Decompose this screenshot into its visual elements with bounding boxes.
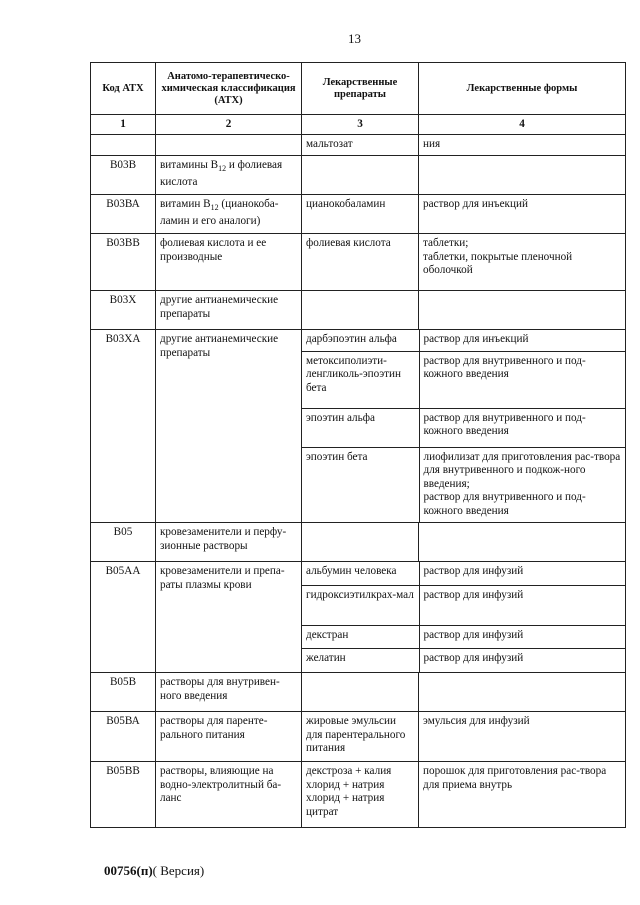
row-form: раствор для инъекций: [419, 330, 626, 351]
row-code: В05ВА: [91, 712, 156, 762]
row-form: [419, 156, 626, 195]
row-code: В05: [91, 523, 156, 562]
row-form: раствор для инфузий: [419, 625, 626, 648]
row-form: эмульсия для инфузий: [419, 712, 626, 762]
table-row: [91, 156, 626, 195]
row-form: ния: [419, 135, 626, 156]
header-code: Код АТХ: [91, 63, 156, 115]
sub-row: [302, 408, 626, 447]
table-row: [91, 195, 626, 234]
table-row: [91, 291, 626, 330]
row-code: В03ХА: [91, 330, 156, 523]
row-code: В03ВВ: [91, 234, 156, 291]
name-text: витамины В: [160, 159, 219, 171]
sub-row: [302, 351, 626, 408]
row-classification: растворы, влияющие на водно-электролитный ба-ланс: [156, 762, 302, 828]
row-classification: [156, 195, 302, 234]
col-number-2: 2: [156, 115, 302, 135]
name-subscript: 12: [210, 203, 219, 213]
row-form: раствор для инфузий: [423, 651, 524, 664]
row-drug: декстран: [302, 625, 419, 648]
row-code: В03ВА: [91, 195, 156, 234]
header-drugs: Лекарственные препараты: [302, 63, 419, 115]
row-drug: альбумин человека: [302, 562, 419, 585]
name-text: (цианокоба-ламин и его аналоги): [160, 198, 279, 227]
row-code: В05В: [91, 673, 156, 712]
header-forms: Лекарственные формы: [419, 63, 626, 115]
row-form: раствор для внутривенного и под-кожного введения: [419, 351, 626, 408]
row-code: В05АА: [91, 562, 156, 673]
sub-row: [302, 625, 626, 648]
row-drug: желатин: [302, 648, 419, 672]
row-drug: гидроксиэтилкрах-мал: [302, 585, 419, 625]
row-code: В03В: [91, 156, 156, 195]
row-classification: растворы для паренте-рального питания: [156, 712, 302, 762]
name-text: витамин В: [160, 198, 211, 210]
row-classification: кровезаменители и перфу-зионные растворы: [156, 523, 302, 562]
table-row: [91, 562, 626, 673]
row-classification: другие антианемические препараты: [156, 291, 302, 330]
table-row: [91, 712, 626, 762]
row-drug: [302, 673, 419, 712]
col-number-1: 1: [91, 115, 156, 135]
sub-row: [302, 447, 626, 522]
sub-row: [302, 562, 626, 585]
row-items: [302, 330, 626, 523]
table-row: [91, 762, 626, 828]
col-number-4: 4: [419, 115, 626, 135]
row-drug: декстроза + калия хлорид + натрия хлорид + натрия цитрат: [302, 762, 419, 828]
row-classification: [156, 156, 302, 195]
row-drug: [302, 291, 419, 330]
row-drug: жировые эмульсии для парентерального питания: [302, 712, 419, 762]
row-drug: дарбэпоэтин альфа: [302, 330, 419, 351]
row-form: раствор для инфузий: [419, 562, 626, 585]
header-classification: Анатомо-терапевтическо-химическая классификация (АТХ): [156, 63, 302, 115]
row-drug: эпоэтин альфа: [302, 408, 419, 447]
row-drug: метоксиполиэти-ленгликоль-эпоэтин бета: [302, 351, 419, 408]
row-code: В03Х: [91, 291, 156, 330]
row-classification: [156, 135, 302, 156]
row-form: таблетки; таблетки, покрытые пленочной оболочкой: [419, 234, 626, 291]
row-form: [419, 673, 626, 712]
sub-table: [302, 330, 626, 522]
row-form: [419, 291, 626, 330]
row-drug: эпоэтин бета: [302, 447, 419, 522]
table-row: [91, 330, 626, 523]
table-row: [91, 234, 626, 291]
sub-row: [302, 648, 626, 672]
sub-row: [302, 585, 626, 625]
row-drug: мальтозат: [302, 135, 419, 156]
sub-table: [302, 562, 626, 672]
version-label: ( Версия): [152, 863, 205, 878]
table-row: [91, 673, 626, 712]
col-number-3: 3: [302, 115, 419, 135]
row-form: порошок для приготовления рас-твора для приема внутрь: [419, 762, 626, 828]
atc-table: [90, 62, 626, 828]
row-classification: растворы для внутривен-ного введения: [156, 673, 302, 712]
row-form: раствор для инъекций: [419, 195, 626, 234]
document-code: 00756(п): [104, 863, 153, 878]
sub-row: [302, 330, 626, 351]
header-row: [91, 63, 626, 115]
row-drug: [302, 523, 419, 562]
name-text: и фолиевая кислота: [160, 159, 283, 188]
row-form: раствор для внутривенного и под-кожного введения: [419, 408, 626, 447]
row-form: раствор для инфузий: [419, 585, 626, 625]
row-drug: фолиевая кислота: [302, 234, 419, 291]
table-row: [91, 523, 626, 562]
row-code: В05ВВ: [91, 762, 156, 828]
row-drug: цианокобаламин: [302, 195, 419, 234]
row-code: [91, 135, 156, 156]
row-drug: [302, 156, 419, 195]
row-classification: кровезаменители и препа-раты плазмы крови: [156, 562, 302, 673]
page-number: 13: [348, 31, 361, 46]
footer: [104, 863, 204, 879]
row-items: [302, 562, 626, 673]
row-form: лиофилизат для приготовления рас-твора для внутривенного и подкож-ного введения; раствор для внутривенного и под-кожного введения: [423, 450, 621, 517]
row-form: [419, 523, 626, 562]
table-row: [91, 135, 626, 156]
name-subscript: 12: [218, 164, 227, 174]
row-classification: другие антианемические препараты: [156, 330, 302, 523]
column-number-row: [91, 115, 626, 135]
row-classification: фолиевая кислота и ее производные: [156, 234, 302, 291]
